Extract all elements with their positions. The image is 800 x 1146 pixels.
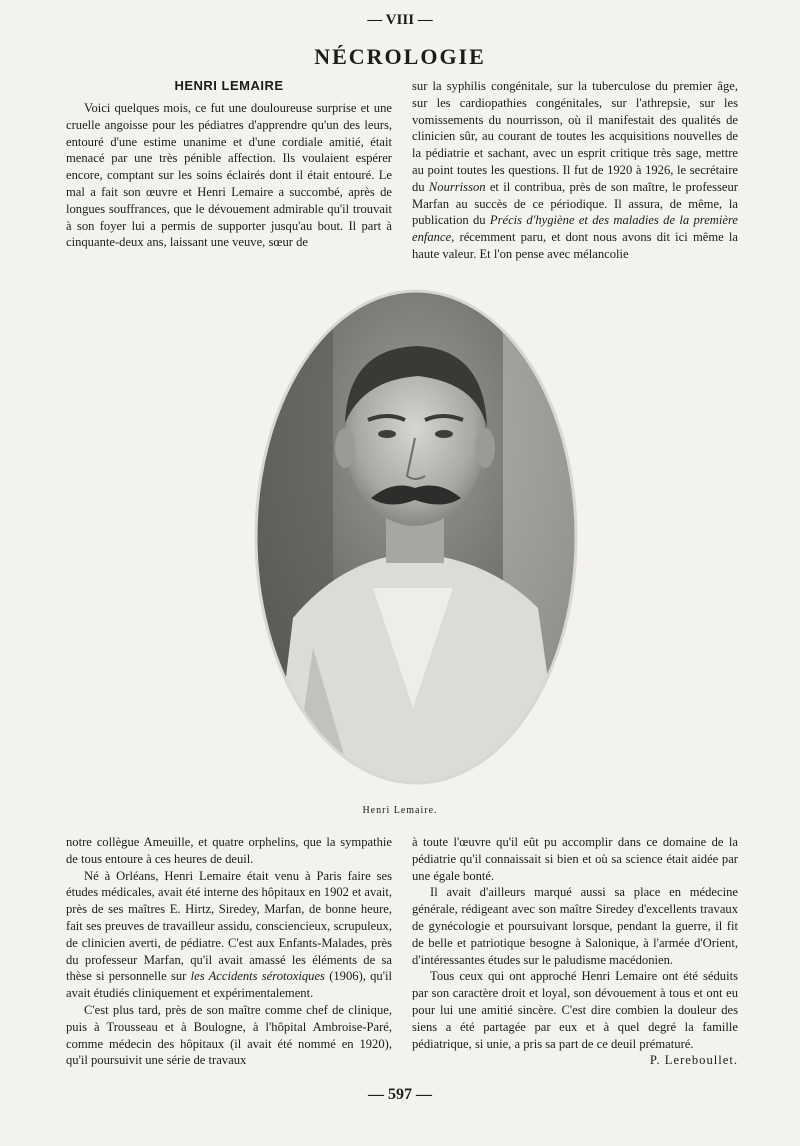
text-segment: Né à Orléans, Henri Lemaire était venu à Paris faire ses études médicales, avait été interne des hôpitaux en 1902 et avait, près de ses maîtres E. Hirtz, Siredey, Marfan, de bonne heure, fait ses preuves de travailleur assidu, consciencieux, scrupuleux, de clinicien averti, de pédiatre. C'est aux Enfants-Malades, près du professeur Marfan, qu'il avait amassé les éléments de sa thèse si personnelle sur	[66, 868, 392, 984]
paragraph-career	[66, 868, 392, 1002]
text-segment: (1906), qu'il avait étudiés cliniquement et expérimentalement.	[66, 969, 392, 1001]
article-title: HENRI LEMAIRE	[174, 78, 284, 93]
page-roman-numeral: — VIII —	[367, 12, 433, 28]
text-segment: , récemment paru, et dont nous avons dit ici même la haute valeur. Et l'on pense avec mélancolie	[412, 230, 738, 261]
column-top-left	[66, 100, 392, 251]
author-signature: P. Lereboullet.	[649, 1053, 738, 1068]
section-title: NÉCROLOGIE	[314, 44, 486, 69]
thesis-title: les Accidents sérotoxiques	[190, 969, 325, 984]
signature-line	[412, 1052, 738, 1069]
book-title: Précis d'hygiène et des maladies de la première enfance	[412, 213, 738, 245]
page-number: — 597 —	[368, 1086, 432, 1103]
journal-title: Nourrisson	[428, 179, 486, 194]
portrait-image	[253, 288, 579, 786]
paragraph-works	[412, 78, 738, 263]
column-bottom-right	[412, 834, 738, 1069]
paragraph-intro: Voici quelques mois, ce fut une douloureuse surprise et une cruelle angoisse pour les pédiatres d'apprendre qu'un des leurs, entouré d'une estime unanime et d'une cordiale amitié, était menacé par une très pénible affection. Ils voulaient espérer encore, comptant sur les soins éclairés dont il était entouré. Le mal a fait son œuvre et Henri Lemaire a succombé, après de longues souffrances, que le dévouement admirable qu'il trouvait à son foyer lui a permis de supporter jusqu'au bout. Il part à cinquante-deux ans, laissant une veuve, sœur de	[66, 101, 392, 250]
paragraph-family: notre collègue Ameuille, et quatre orphelins, que la sympathie de tous entoure à ces heures de deuil.	[66, 835, 392, 866]
column-bottom-left	[66, 834, 392, 1069]
paragraph-later-career: C'est plus tard, près de son maître comme chef de clinique, puis à Trousseau et à Boulogne, à l'hôpital Ambroise-Paré, comme médecin des hôpitaux (il avait été nommé en 1920), qu'il poursuivit une série de travaux	[66, 1002, 392, 1068]
photo-caption: Henri Lemaire.	[362, 805, 438, 816]
column-top-right	[412, 78, 738, 263]
portrait-photo	[253, 288, 579, 786]
paragraph-legacy: à toute l'œuvre qu'il eût pu accomplir dans ce domaine de la pédiatrie qu'il connaissait si bien et où sa science était aidée par une égale bonté.	[412, 835, 738, 883]
text-segment: sur la syphilis congénitale, sur la tuberculose du premier âge, sur les cardiopathies congénitales, sur l'athrepsie, sur les vomissements du nourrisson, où il manifestait des qualités de clinicien sûr, au courant de toutes les acquisitions nouvelles de la pédiatrie et sachant, avec un esprit critique très sage, mettre au point toutes les questions. Il fut de 1920 à 1926, le secrétaire du	[412, 79, 738, 194]
paragraph-tribute: Tous ceux qui ont approché Henri Lemaire ont été séduits par son caractère droit et loyal, son dévouement à tous et ont eu pour lui une amitié sincère. C'est dire combien la douleur des siens a été partagée par eux et à quel degré la famille pédiatrique, si unie, a pris sa part de ce deuil prématuré.	[412, 969, 738, 1051]
text-segment: et il contribua, près de son maître, le professeur Marfan au succès de ce périodique. Il assura, de même, la publication du	[412, 179, 738, 228]
paragraph-general-medicine: Il avait d'ailleurs marqué aussi sa place en médecine générale, rédigeant avec son maître Siredey d'excellents travaux de gynécologie et poursuivant lorsque, pendant la guerre, il fit de belle et patriotique besogne à Salonique, à l'armée d'Orient, d'intéressantes études sur le paludisme macédonien.	[412, 885, 738, 967]
